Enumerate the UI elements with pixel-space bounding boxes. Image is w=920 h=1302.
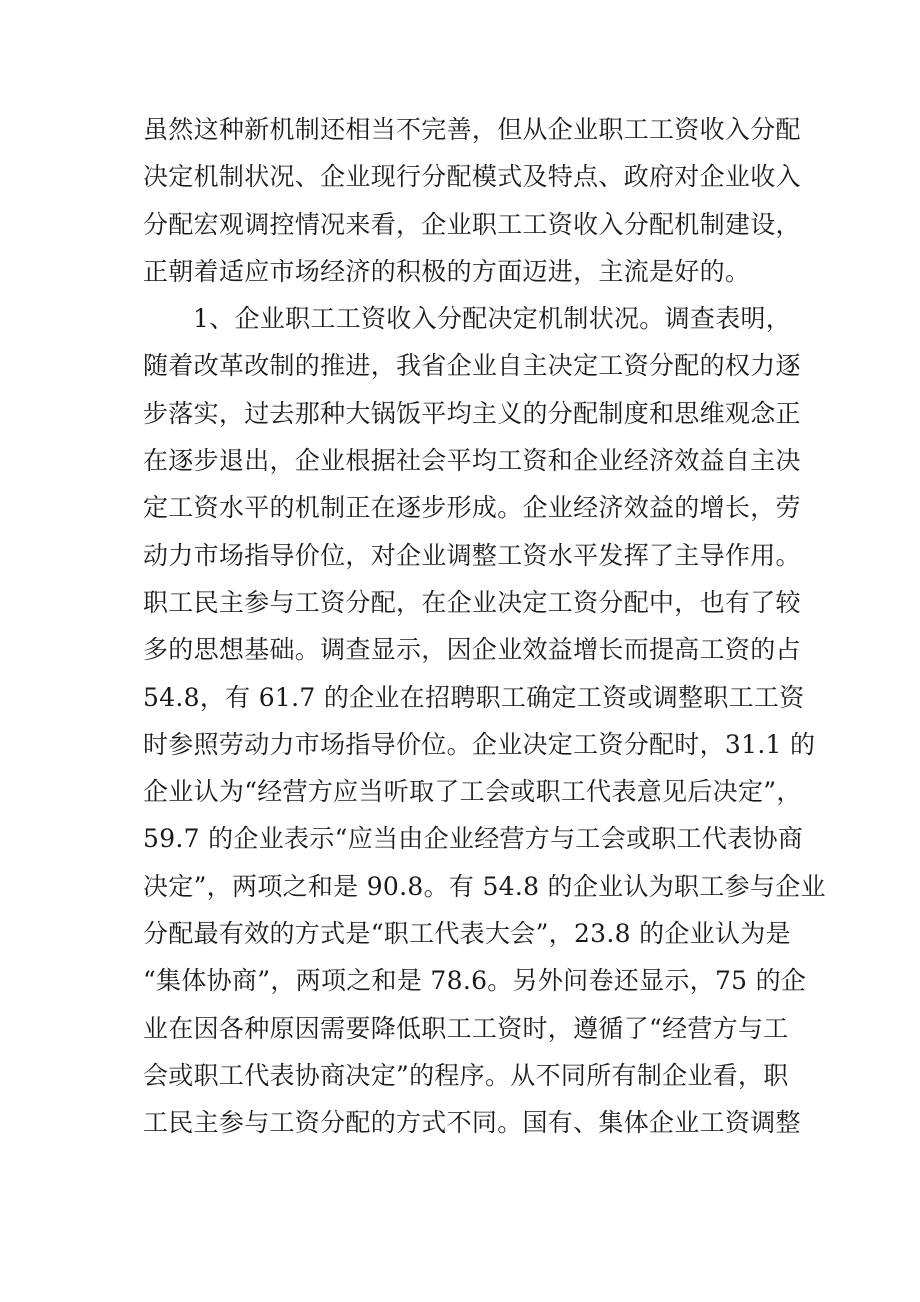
- text-line: 虽然这种新机制还相当不完善，但从企业职工工资收入分配: [143, 115, 801, 144]
- text-line: 随着改革改制的推进，我省企业自主决定工资分配的权力逐: [143, 351, 801, 381]
- text-line: 决定机制状况、企业现行分配模式及特点、政府对企业收入: [143, 162, 801, 192]
- text-line: 企业认为“经营方应当听取了工会或职工代表意见后决定”，: [143, 777, 802, 807]
- text-line: 时参照劳动力市场指导价位。企业决定工资分配时，31.1 的: [143, 729, 816, 759]
- text-line: 在逐步退出，企业根据社会平均工资和企业经济效益自主决: [143, 446, 801, 476]
- text-line: 定工资水平的机制正在逐步形成。企业经济效益的增长，劳: [143, 493, 801, 523]
- text-line: 54.8，有 61.7 的企业在招聘职工确定工资或调整职工工资: [143, 682, 805, 712]
- text-line: 动力市场指导价位，对企业调整工资水平发挥了主导作用。: [143, 540, 801, 570]
- body-text: [143, 106, 826, 1147]
- text-line: 职工民主参与工资分配，在企业决定工资分配中，也有了较: [143, 587, 801, 617]
- text-line: “集体协商”，两项之和是 78.6。另外问卷还显示，75 的企: [143, 966, 807, 996]
- text-line: 决定”，两项之和是 90.8。有 54.8 的企业认为职工参与企业: [143, 871, 826, 901]
- text-line: 会或职工代表协商决定”的程序。从不同所有制企业看，职: [143, 1060, 789, 1090]
- text-line: 多的思想基础。调查显示，因企业效益增长而提高工资的占: [143, 635, 801, 665]
- text-line: 工民主参与工资分配的方式不同。国有、集体企业工资调整: [143, 1108, 801, 1138]
- text-line: 业在因各种原因需要降低职工工资时，遵循了“经营方与工: [143, 1013, 789, 1043]
- text-line: 步落实，过去那种大锅饭平均主义的分配制度和思维观念正: [143, 398, 801, 428]
- paragraph-start-line: 1、企业职工工资收入分配决定机制状况。调查表明，: [193, 304, 792, 334]
- text-line: 分配宏观调控情况来看，企业职工工资收入分配机制建设，: [143, 209, 801, 239]
- text-line: 正朝着适应市场经济的积极的方面迈进，主流是好的。: [143, 256, 751, 286]
- text-line: 分配最有效的方式是“职工代表大会”，23.8 的企业认为是: [143, 919, 791, 949]
- text-line: 59.7 的企业表示“应当由企业经营方与工会或职工代表协商: [143, 824, 804, 854]
